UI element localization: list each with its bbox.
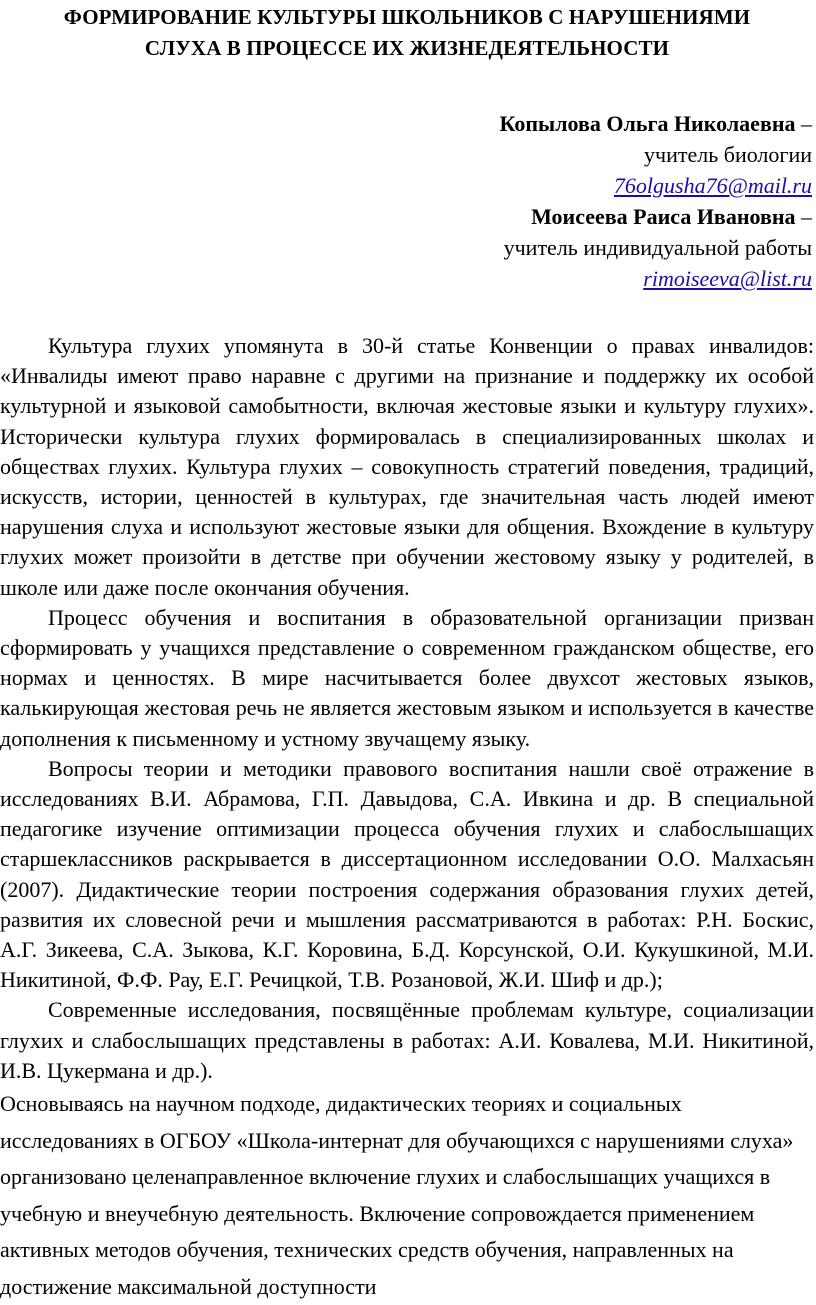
author-1-dash: – (795, 111, 812, 136)
author-2-name: Моисеева Раиса Ивановна (531, 204, 796, 229)
title-line-1: ФОРМИРОВАНИЕ КУЛЬТУРЫ ШКОЛЬНИКОВ С НАРУШЕНИЯМИ (63, 5, 751, 29)
author-2-role: учитель индивидуальной работы (503, 235, 812, 260)
paragraph-1: Культура глухих упомянута в 30-й статье Конвенции о правах инвалидов: «Инвалиды имеют право наравне с другими на признание и поддержку их особой культурной и языковой самобытности, включая жестовые языки и культуру глухих». Исторически культура глухих формировалась в специализированных школах и обществах глухих. Культура глухих – совокупность стратегий поведения, традиций, искусств, истории, ценностей в культурах, где значительная часть людей имеют нарушения слуха и используют жестовые языки для общения. Вхождение в культуру глухих может произойти в детстве при обучении жестовому языку у родителей, в школе или даже после окончания обучения. (0, 333, 814, 600)
document-body (0, 331, 814, 1305)
author-1-email-link[interactable]: 76olgusha76@mail.ru (613, 173, 812, 198)
author-1-email-line (0, 170, 812, 201)
author-block (0, 108, 814, 294)
paragraph-4: Современные исследования, посвящённые проблемам культуре, социализации глухих и слабослышащих представлены в работах: А.И. Ковалева, М.И. Никитиной, И.В. Цукермана и др.). (0, 997, 814, 1083)
paragraph-5: Основываясь на научном подходе, дидактических теориях и социальных исследованиях в ОГБОУ «Школа-интернат для обучающихся с нарушениями слуха» организовано целенаправленное включение глухих и слабослышащих учащихся в учебную и внеучебную деятельность. Включение сопровождается применением активных методов обучения, технических средств обучения, направленных на достижение максимальной доступности (0, 1091, 794, 1299)
author-1-role: учитель биологии (644, 142, 812, 167)
author-2-email-link[interactable]: rimoiseeva@list.ru (643, 266, 812, 291)
paragraph-2: Процесс обучения и воспитания в образовательной организации призван сформировать у учащихся представление о современном гражданском обществе, его нормах и ценностях. В мире насчитывается более двухсот жестовых языков, калькирующая жестовая речь не является жестовым языком и используется в качестве дополнения к письменному и устному звучащему языку. (0, 604, 814, 751)
author-2-email-line (0, 263, 812, 294)
paragraph-3: Вопросы теории и методики правового воспитания нашли своё отражение в исследованиях В.И. Абрамова, Г.П. Давыдова, С.А. Ивкина и др. В специальной педагогике изучение оптимизации процесса обучения глухих и слабослышащих старшеклассников раскрывается в диссертационном исследовании О.О. Малхасьян (2007). Дидактические теории построения содержания образования глухих детей, развития их словесной речи и мышления рассматриваются в работах: Р.Н. Боскис, А.Г. Зикеева, С.А. Зыкова, К.Г. Коровина, Б.Д. Корсунской, О.И. Кукушкиной, М.И. Никитиной, Ф.Ф. Рау, Е.Г. Речицкой, Т.В. Розановой, Ж.И. Шиф и др.); (0, 755, 814, 993)
author-2-name-line (0, 201, 812, 232)
document-title (0, 0, 814, 64)
author-2-dash: – (795, 204, 812, 229)
title-line-2: СЛУХА В ПРОЦЕССЕ ИХ ЖИЗНЕДЕЯТЕЛЬНОСТИ (144, 36, 670, 60)
author-1-name: Копылова Ольга Николаевна (499, 111, 796, 136)
author-1-name-line (0, 108, 812, 139)
